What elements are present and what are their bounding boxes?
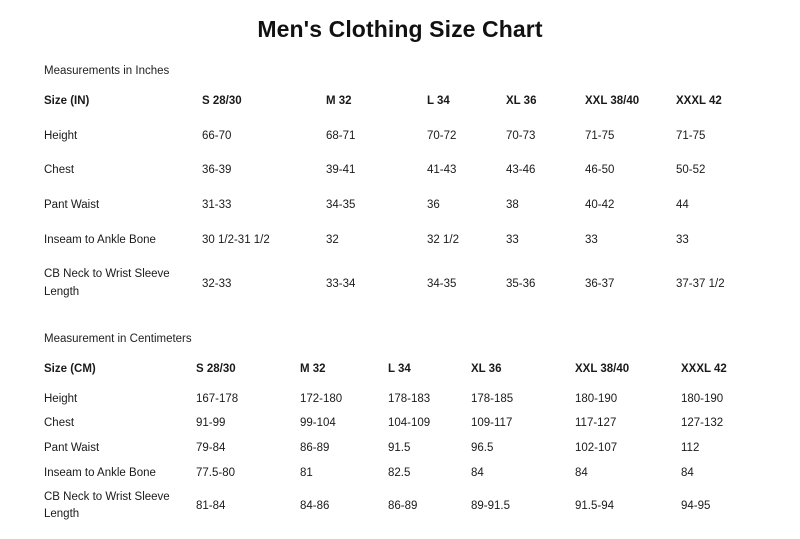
- cell-value: 66-70: [202, 129, 232, 142]
- cell-value: 180-190: [575, 392, 618, 405]
- table-row: [44, 436, 756, 461]
- cell-value: 40-42: [585, 199, 615, 212]
- cell-value: 71-75: [676, 129, 706, 142]
- table-row: [44, 188, 756, 223]
- cell-value: 94-95: [681, 499, 711, 512]
- cell-value: 81-84: [196, 499, 226, 512]
- cell-value: 70-73: [506, 129, 536, 142]
- column-header: S 28/30: [196, 362, 236, 375]
- cell-value: 41-43: [427, 164, 457, 177]
- cell-value: 32: [326, 233, 339, 246]
- table-header-row: [44, 87, 756, 119]
- column-header: Size (CM): [44, 362, 96, 375]
- cell-value: 91.5: [388, 442, 411, 454]
- cell-value: 127-132: [681, 417, 724, 430]
- column-header: XXL 38/40: [575, 362, 630, 375]
- row-label: [44, 485, 196, 526]
- column-header: M 32: [300, 362, 326, 375]
- cell-value: 77.5-80: [196, 466, 236, 479]
- cell-value: 172-180: [300, 392, 343, 405]
- table-row: [44, 119, 756, 154]
- cell-value: 34-35: [427, 277, 457, 290]
- table-row: [44, 411, 756, 436]
- page-title: Men's Clothing Size Chart: [257, 16, 543, 42]
- row-label: Pant Waist: [44, 442, 100, 454]
- column-header: XXXL 42: [681, 362, 727, 375]
- cell-value: 89-91.5: [471, 499, 511, 512]
- cell-value: 31-33: [202, 199, 232, 212]
- cell-value: 71-75: [585, 129, 615, 142]
- row-label: Inseam to Ankle Bone: [44, 233, 156, 246]
- table-row: [44, 461, 756, 486]
- inches-section: [0, 65, 800, 311]
- row-label: Height: [44, 129, 78, 142]
- cell-value: 37-37 1/2: [676, 277, 725, 290]
- cell-value: 36-37: [585, 277, 615, 290]
- cell-value: 117-127: [575, 417, 617, 430]
- cell-value: 35-36: [506, 277, 536, 290]
- cell-value: 30 1/2-31 1/2: [202, 233, 270, 246]
- row-label-text: CB Neck to Wrist Sleeve Length: [44, 268, 170, 299]
- centimeters-section: [0, 333, 800, 527]
- column-header: M 32: [326, 95, 352, 107]
- cell-value: 84: [681, 466, 694, 479]
- column-header: XL 36: [506, 95, 537, 107]
- cell-value: 178-185: [471, 392, 514, 405]
- cell-value: 33: [676, 233, 689, 246]
- row-label: Chest: [44, 417, 75, 430]
- cell-value: 102-107: [575, 442, 618, 454]
- centimeters-size-table: [44, 355, 756, 527]
- cell-value: 84: [471, 466, 484, 479]
- row-label-text: CB Neck to Wrist Sleeve Length: [44, 491, 170, 521]
- row-label: Pant Waist: [44, 199, 100, 212]
- cell-value: 43-46: [506, 164, 536, 177]
- cell-value: 33: [506, 233, 519, 246]
- centimeters-section-label: Measurement in Centimeters: [44, 332, 192, 345]
- cell-value: 167-178: [196, 392, 239, 405]
- cell-value: 36-39: [202, 164, 232, 177]
- table-header-row: [44, 355, 756, 387]
- cell-value: 79-84: [196, 442, 226, 454]
- row-label: [44, 257, 202, 311]
- table-row: [44, 387, 756, 412]
- cell-value: 36: [427, 199, 440, 212]
- cell-value: 50-52: [676, 164, 706, 177]
- inches-section-label: Measurements in Inches: [44, 65, 170, 77]
- cell-value: 178-183: [388, 392, 431, 405]
- cell-value: 46-50: [585, 164, 615, 177]
- cell-value: 84: [575, 466, 588, 479]
- cell-value: 33-34: [326, 277, 356, 290]
- cell-value: 91-99: [196, 417, 226, 430]
- table-row: [44, 223, 756, 258]
- cell-value: 104-109: [388, 417, 431, 430]
- cell-value: 180-190: [681, 392, 724, 405]
- cell-value: 32 1/2: [427, 233, 459, 246]
- cell-value: 39-41: [326, 164, 356, 177]
- cell-value: 68-71: [326, 129, 356, 142]
- column-header: XXXL 42: [676, 95, 722, 107]
- cell-value: 109-117: [471, 417, 513, 430]
- column-header: S 28/30: [202, 95, 242, 107]
- cell-value: 91.5-94: [575, 499, 615, 512]
- cell-value: 84-86: [300, 499, 330, 512]
- inches-size-table: [44, 87, 756, 311]
- cell-value: 33: [585, 233, 598, 246]
- cell-value: 86-89: [388, 499, 418, 512]
- column-header: XXL 38/40: [585, 95, 640, 107]
- table-row: [44, 257, 756, 311]
- cell-value: 34-35: [326, 199, 356, 212]
- row-label: Height: [44, 392, 78, 405]
- cell-value: 44: [676, 199, 689, 212]
- table-row: [44, 153, 756, 188]
- row-label: Inseam to Ankle Bone: [44, 466, 156, 479]
- column-header: L 34: [427, 95, 450, 107]
- table-row: [44, 485, 756, 526]
- row-label: Chest: [44, 164, 75, 177]
- column-header: Size (IN): [44, 95, 90, 107]
- column-header: XL 36: [471, 362, 502, 375]
- cell-value: 70-72: [427, 129, 457, 142]
- cell-value: 96.5: [471, 442, 494, 454]
- cell-value: 112: [681, 442, 700, 454]
- column-header: L 34: [388, 362, 411, 375]
- cell-value: 86-89: [300, 442, 330, 454]
- cell-value: 99-104: [300, 417, 336, 430]
- cell-value: 82.5: [388, 466, 411, 479]
- cell-value: 32-33: [202, 277, 232, 290]
- cell-value: 38: [506, 199, 519, 212]
- cell-value: 81: [300, 466, 313, 479]
